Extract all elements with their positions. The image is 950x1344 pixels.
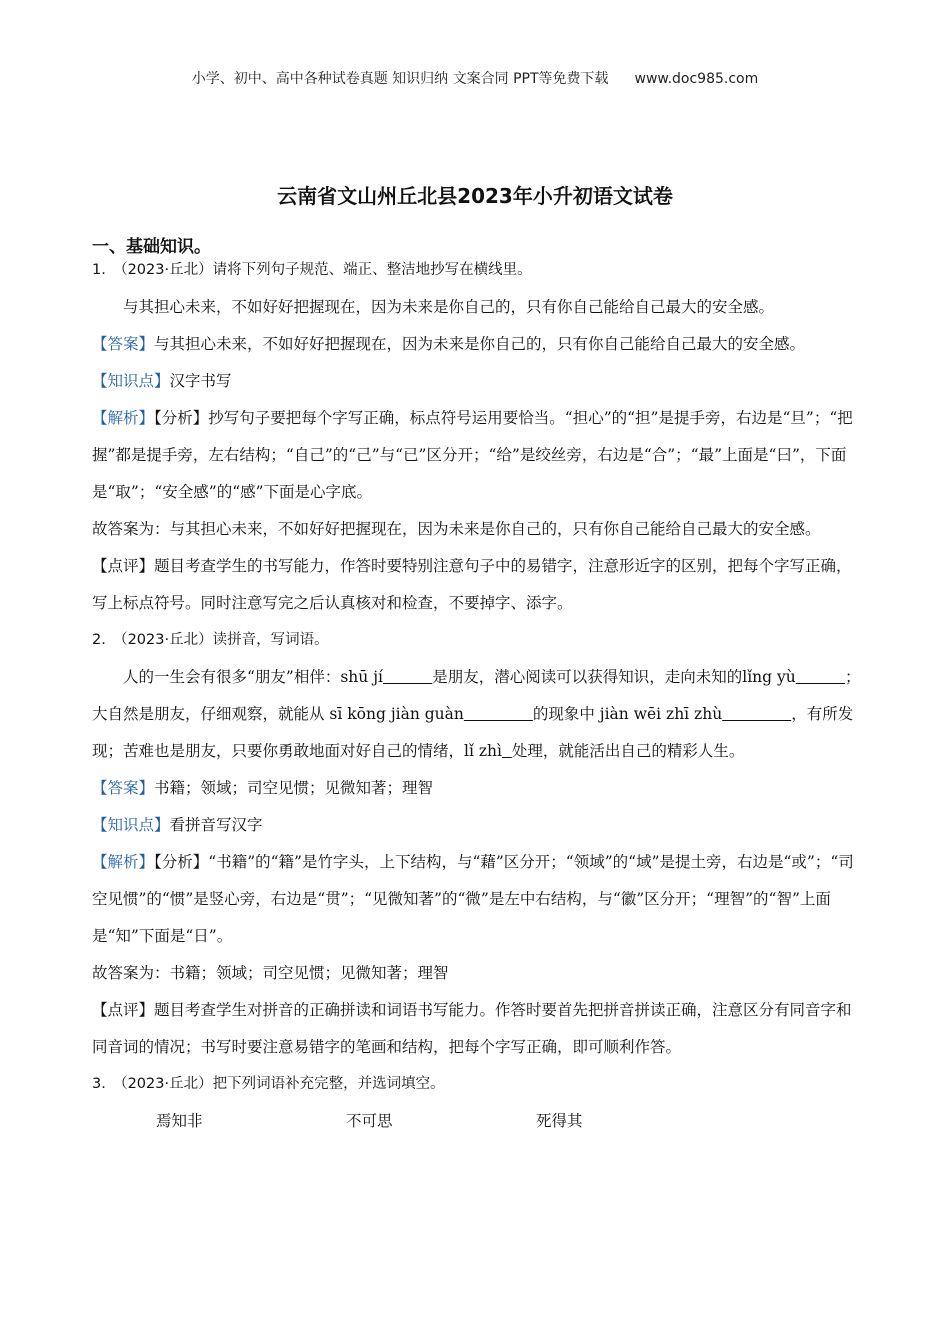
q2-knowledge: [92, 807, 862, 844]
blank-3[interactable]: [464, 705, 533, 723]
answer-label: 【答案】: [92, 335, 155, 353]
blank-5[interactable]: [502, 742, 512, 760]
q2-passage-part: 处理，就能活出自己的精彩人生。: [511, 742, 745, 760]
q2-conclusion: 故答案为：书籍；领域；司空见惯；见微知著；理智: [92, 964, 449, 982]
q2-heading: 2. （2023·丘北）读拼音，写词语。: [92, 632, 329, 648]
q1-answer: [92, 326, 862, 363]
q1-knowledge-text: 汉字书写: [169, 372, 232, 390]
q1-analysis-text: 【分析】抄写句子要把每个字写正确，标点符号运用要恰当。“担心”的“担”是提手旁，右边是“旦”；“把握”都是提手旁，左右结构；“自己”的“己”与“已”区分开；“给”是绞丝旁，右边是“合”；“最”上面是“曰”，下面是“取”；“安全感”的“感”下面是心字底。: [92, 409, 853, 501]
q3-word: 死得其: [536, 1112, 583, 1130]
page-header: [0, 68, 950, 88]
q3-heading: 3. （2023·丘北）把下列词语补充完整，并选词填空。: [92, 1076, 445, 1092]
page-title: 云南省文山州丘北县2023年小升初语文试卷: [277, 184, 673, 208]
review-label: 【点评】: [92, 1001, 155, 1019]
q1-analysis: [92, 400, 862, 511]
q1-review: [92, 548, 862, 622]
answer-label: 【答案】: [92, 779, 155, 797]
review-label: 【点评】: [92, 557, 155, 575]
q3-word-list: [92, 1103, 862, 1140]
header-url[interactable]: www.doc985.com: [634, 71, 759, 87]
q2-answer: [92, 770, 862, 807]
q1-heading: 1. （2023·丘北）请将下列句子规范、端正、整洁地抄写在横线里。: [92, 262, 532, 278]
q1-review-text: 题目考查学生的书写能力，作答时要特别注意句子中的易错字，注意形近字的区别，把每个字写正确，写上标点符号。同时注意写完之后认真核对和检查，不要掉字、添字。: [92, 557, 852, 612]
q2-knowledge-text: 看拼音写汉字: [169, 816, 263, 834]
analysis-label: 【解析】: [92, 409, 155, 427]
q2-passage: [92, 659, 862, 770]
q2-analysis-text: 【分析】“书籍”的“籍”是竹字头，上下结构，与“藉”区分开；“领域”的“域”是提土旁，右边是“或”；“司空见惯”的“惯”是竖心旁，右边是“贯”；“见微知著”的“微”是左中右结构，与“徽”区分开；“理智”的“智”上面是“知”下面是“日”。: [92, 853, 854, 945]
section-heading: 一、基础知识。: [92, 237, 211, 257]
q3-word: 不可思: [346, 1112, 393, 1130]
blank-4[interactable]: [722, 705, 791, 723]
q2-passage-part: ，有所发现；苦难也是朋友，只要你勇敢地面对好自己的情绪，lǐ zhì: [92, 705, 854, 760]
blank-2[interactable]: [796, 668, 845, 686]
blank-1[interactable]: [383, 668, 432, 686]
q1-conclusion: 故答案为：与其担心未来，不如好好把握现在，因为未来是你自己的，只有你自己能给自己最大的安全感。: [92, 520, 821, 538]
q1-answer-text: 与其担心未来，不如好好把握现在，因为未来是你自己的，只有你自己能给自己最大的安全感。: [154, 335, 806, 353]
q2-passage-part: ；大自然是朋友，仔细观察，就能从 sī kōng jiàn guàn: [92, 668, 861, 723]
q2-passage-part: 是朋友，潜心阅读可以获得知识，走向未知的lǐng yù: [432, 668, 796, 686]
q1-sentence: 与其担心未来，不如好好把握现在，因为未来是你自己的，只有你自己能给自己最大的安全感。: [123, 298, 775, 316]
knowledge-label: 【知识点】: [92, 816, 170, 834]
q2-review: [92, 992, 862, 1066]
q2-review-text: 题目考查学生对拼音的正确拼读和词语书写能力。作答时要首先把拼音拼读正确，注意区分有同音字和同音词的情况；书写时要注意易错字的笔画和结构，把每个字写正确，即可顺利作答。: [92, 1001, 852, 1056]
q2-analysis: [92, 844, 862, 955]
q1-knowledge: [92, 363, 862, 400]
q2-answer-text: 书籍；领域；司空见惯；见微知著；理智: [154, 779, 434, 797]
q2-passage-part: 的现象中 jiàn wēi zhī zhù: [532, 705, 723, 723]
analysis-label: 【解析】: [92, 853, 155, 871]
q3-word: 焉知非: [156, 1112, 203, 1130]
document-body: [92, 252, 862, 1140]
header-text: 小学、初中、高中各种试卷真题 知识归纳 文案合同 PPT等免费下载: [191, 71, 609, 87]
knowledge-label: 【知识点】: [92, 372, 170, 390]
q2-passage-part: 人的一生会有很多“朋友”相伴：shū jí: [123, 668, 383, 686]
